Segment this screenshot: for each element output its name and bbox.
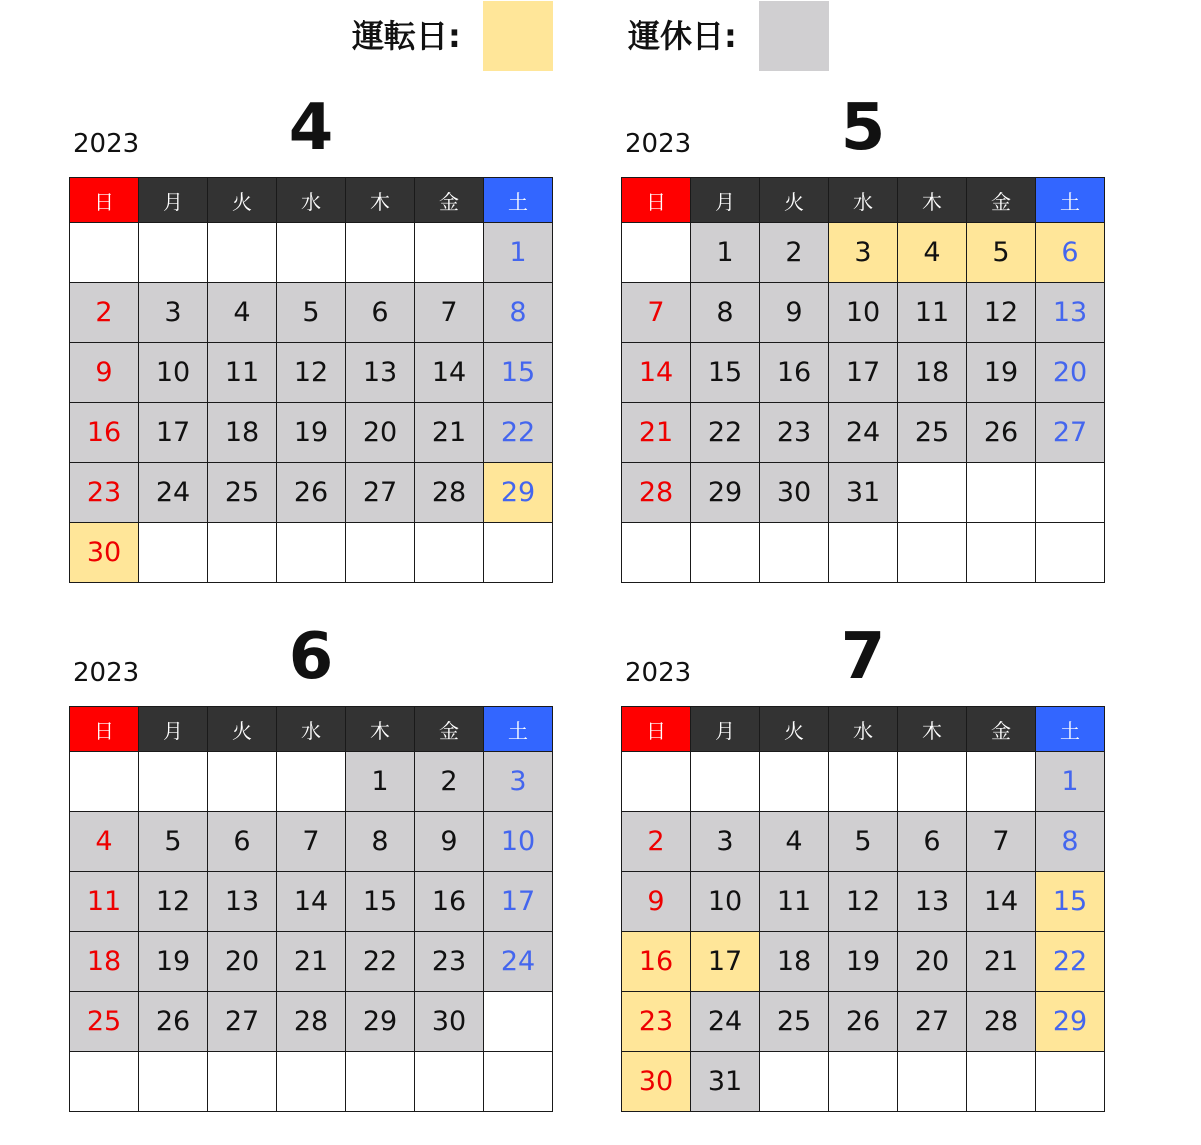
day-cell: 3 [139,283,208,343]
day-cell: 10 [484,812,553,872]
day-cell: 26 [277,463,346,523]
day-cell: 25 [760,992,829,1052]
day-cell: 27 [898,992,967,1052]
empty-day-cell [622,752,691,812]
day-cell: 23 [622,992,691,1052]
calendar-header [621,81,1105,177]
day-cell: 11 [898,283,967,343]
empty-day-cell [898,523,967,583]
day-cell: 11 [760,872,829,932]
empty-day-cell [346,223,415,283]
day-cell: 15 [484,343,553,403]
day-cell: 7 [415,283,484,343]
calendar-grid [69,706,553,1112]
calendar-year: 2023 [73,129,140,159]
weekday-header: 月 [139,707,208,752]
weekday-header: 土 [1036,178,1105,223]
day-cell: 26 [829,992,898,1052]
day-cell: 21 [277,932,346,992]
calendar-grid [69,177,553,583]
empty-day-cell [760,523,829,583]
weekday-header: 日 [70,178,139,223]
day-cell: 14 [277,872,346,932]
weekday-header: 火 [208,707,277,752]
day-cell: 3 [691,812,760,872]
day-cell: 6 [1036,223,1105,283]
day-cell: 2 [70,283,139,343]
empty-day-cell [622,523,691,583]
empty-day-cell [277,223,346,283]
day-cell: 18 [208,403,277,463]
day-cell: 4 [70,812,139,872]
empty-day-cell [139,223,208,283]
empty-day-cell [1036,523,1105,583]
weekday-header: 金 [967,178,1036,223]
day-cell: 4 [208,283,277,343]
day-cell: 1 [691,223,760,283]
calendar-month: 4 [288,91,334,165]
day-cell: 15 [346,872,415,932]
weekday-header: 火 [760,178,829,223]
calendar-header [69,610,553,706]
day-cell: 20 [346,403,415,463]
day-cell: 10 [829,283,898,343]
legend-closed-swatch [759,1,829,71]
empty-day-cell [898,1052,967,1112]
day-cell: 28 [622,463,691,523]
empty-day-cell [346,1052,415,1112]
day-cell: 20 [208,932,277,992]
day-cell: 26 [139,992,208,1052]
day-cell: 7 [622,283,691,343]
day-cell: 6 [208,812,277,872]
day-cell: 15 [691,343,760,403]
day-cell: 31 [691,1052,760,1112]
calendar-month: 7 [840,620,886,694]
weekday-header: 日 [622,707,691,752]
day-cell: 9 [760,283,829,343]
day-cell: 25 [898,403,967,463]
empty-day-cell [139,1052,208,1112]
calendar-may [621,81,1105,583]
day-cell: 22 [691,403,760,463]
day-cell: 6 [898,812,967,872]
day-cell: 22 [484,403,553,463]
weekday-header: 水 [277,707,346,752]
empty-day-cell [967,523,1036,583]
empty-day-cell [967,1052,1036,1112]
day-cell: 23 [415,932,484,992]
day-cell: 24 [484,932,553,992]
day-cell: 21 [967,932,1036,992]
empty-day-cell [898,752,967,812]
empty-day-cell [208,523,277,583]
empty-day-cell [415,523,484,583]
day-cell: 3 [829,223,898,283]
legend-closed-label: 運休日: [628,17,737,55]
day-cell: 16 [70,403,139,463]
day-cell: 19 [277,403,346,463]
legend [0,0,1201,72]
day-cell: 5 [829,812,898,872]
day-cell: 29 [691,463,760,523]
empty-day-cell [70,752,139,812]
empty-day-cell [484,1052,553,1112]
day-cell: 23 [760,403,829,463]
day-cell: 11 [70,872,139,932]
day-cell: 26 [967,403,1036,463]
weekday-header: 月 [691,178,760,223]
day-cell: 17 [484,872,553,932]
day-cell: 29 [484,463,553,523]
day-cell: 9 [622,872,691,932]
day-cell: 21 [622,403,691,463]
day-cell: 28 [415,463,484,523]
empty-day-cell [829,523,898,583]
day-cell: 12 [829,872,898,932]
day-cell: 21 [415,403,484,463]
day-cell: 31 [829,463,898,523]
day-cell: 12 [967,283,1036,343]
day-cell: 25 [208,463,277,523]
day-cell: 8 [1036,812,1105,872]
empty-day-cell [622,223,691,283]
day-cell: 20 [898,932,967,992]
day-cell: 20 [1036,343,1105,403]
day-cell: 5 [967,223,1036,283]
empty-day-cell [691,752,760,812]
empty-day-cell [70,1052,139,1112]
day-cell: 14 [967,872,1036,932]
empty-day-cell [415,1052,484,1112]
day-cell: 23 [70,463,139,523]
day-cell: 24 [829,403,898,463]
empty-day-cell [1036,1052,1105,1112]
day-cell: 28 [277,992,346,1052]
day-cell: 30 [70,523,139,583]
calendar-year: 2023 [73,658,140,688]
day-cell: 7 [277,812,346,872]
empty-day-cell [208,752,277,812]
calendar-grid [621,177,1105,583]
day-cell: 5 [277,283,346,343]
calendar-grid [621,706,1105,1112]
weekday-header: 土 [484,707,553,752]
empty-day-cell [484,523,553,583]
day-cell: 10 [139,343,208,403]
day-cell: 16 [760,343,829,403]
empty-day-cell [139,523,208,583]
day-cell: 13 [1036,283,1105,343]
weekday-header: 木 [898,178,967,223]
day-cell: 5 [139,812,208,872]
day-cell: 12 [277,343,346,403]
day-cell: 11 [208,343,277,403]
empty-day-cell [277,1052,346,1112]
day-cell: 22 [346,932,415,992]
weekday-header: 木 [346,707,415,752]
calendar-june [69,610,553,1112]
weekday-header: 水 [277,178,346,223]
day-cell: 2 [415,752,484,812]
weekday-header: 金 [415,707,484,752]
calendar-july [621,610,1105,1112]
day-cell: 1 [484,223,553,283]
empty-day-cell [691,523,760,583]
day-cell: 9 [70,343,139,403]
day-cell: 29 [346,992,415,1052]
empty-day-cell [139,752,208,812]
day-cell: 14 [415,343,484,403]
day-cell: 1 [1036,752,1105,812]
weekday-header: 火 [208,178,277,223]
day-cell: 19 [139,932,208,992]
weekday-header: 木 [898,707,967,752]
empty-day-cell [208,223,277,283]
empty-day-cell [967,752,1036,812]
weekday-header: 月 [139,178,208,223]
weekday-header: 金 [415,178,484,223]
empty-day-cell [208,1052,277,1112]
day-cell: 27 [346,463,415,523]
day-cell: 22 [1036,932,1105,992]
day-cell: 2 [760,223,829,283]
day-cell: 8 [484,283,553,343]
weekday-header: 木 [346,178,415,223]
day-cell: 8 [346,812,415,872]
day-cell: 27 [1036,403,1105,463]
empty-day-cell [760,1052,829,1112]
day-cell: 30 [760,463,829,523]
weekday-header: 水 [829,178,898,223]
empty-day-cell [70,223,139,283]
calendar-month: 6 [288,620,334,694]
day-cell: 30 [415,992,484,1052]
empty-day-cell [277,752,346,812]
day-cell: 18 [760,932,829,992]
empty-day-cell [829,1052,898,1112]
day-cell: 18 [898,343,967,403]
empty-day-cell [346,523,415,583]
day-cell: 14 [622,343,691,403]
empty-day-cell [967,463,1036,523]
weekday-header: 土 [484,178,553,223]
calendar-year: 2023 [625,129,692,159]
day-cell: 13 [346,343,415,403]
day-cell: 12 [139,872,208,932]
day-cell: 19 [829,932,898,992]
day-cell: 18 [70,932,139,992]
day-cell: 24 [139,463,208,523]
day-cell: 3 [484,752,553,812]
calendar-year: 2023 [625,658,692,688]
weekday-header: 日 [622,178,691,223]
day-cell: 17 [139,403,208,463]
calendar-month: 5 [840,91,886,165]
day-cell: 4 [760,812,829,872]
empty-day-cell [1036,463,1105,523]
day-cell: 1 [346,752,415,812]
empty-day-cell [760,752,829,812]
calendar-april [69,81,553,583]
day-cell: 8 [691,283,760,343]
legend-operating-label: 運転日: [352,17,461,55]
day-cell: 16 [415,872,484,932]
empty-day-cell [484,992,553,1052]
weekday-header: 水 [829,707,898,752]
day-cell: 13 [898,872,967,932]
day-cell: 25 [70,992,139,1052]
calendar-header [69,81,553,177]
day-cell: 29 [1036,992,1105,1052]
calendar-header [621,610,1105,706]
empty-day-cell [277,523,346,583]
legend-operating-swatch [483,1,553,71]
day-cell: 28 [967,992,1036,1052]
weekday-header: 日 [70,707,139,752]
day-cell: 4 [898,223,967,283]
day-cell: 10 [691,872,760,932]
day-cell: 13 [208,872,277,932]
day-cell: 24 [691,992,760,1052]
day-cell: 9 [415,812,484,872]
weekday-header: 土 [1036,707,1105,752]
day-cell: 30 [622,1052,691,1112]
empty-day-cell [898,463,967,523]
empty-day-cell [829,752,898,812]
day-cell: 27 [208,992,277,1052]
weekday-header: 金 [967,707,1036,752]
day-cell: 19 [967,343,1036,403]
day-cell: 17 [829,343,898,403]
day-cell: 15 [1036,872,1105,932]
weekday-header: 月 [691,707,760,752]
weekday-header: 火 [760,707,829,752]
empty-day-cell [415,223,484,283]
day-cell: 16 [622,932,691,992]
day-cell: 7 [967,812,1036,872]
day-cell: 17 [691,932,760,992]
day-cell: 2 [622,812,691,872]
day-cell: 6 [346,283,415,343]
